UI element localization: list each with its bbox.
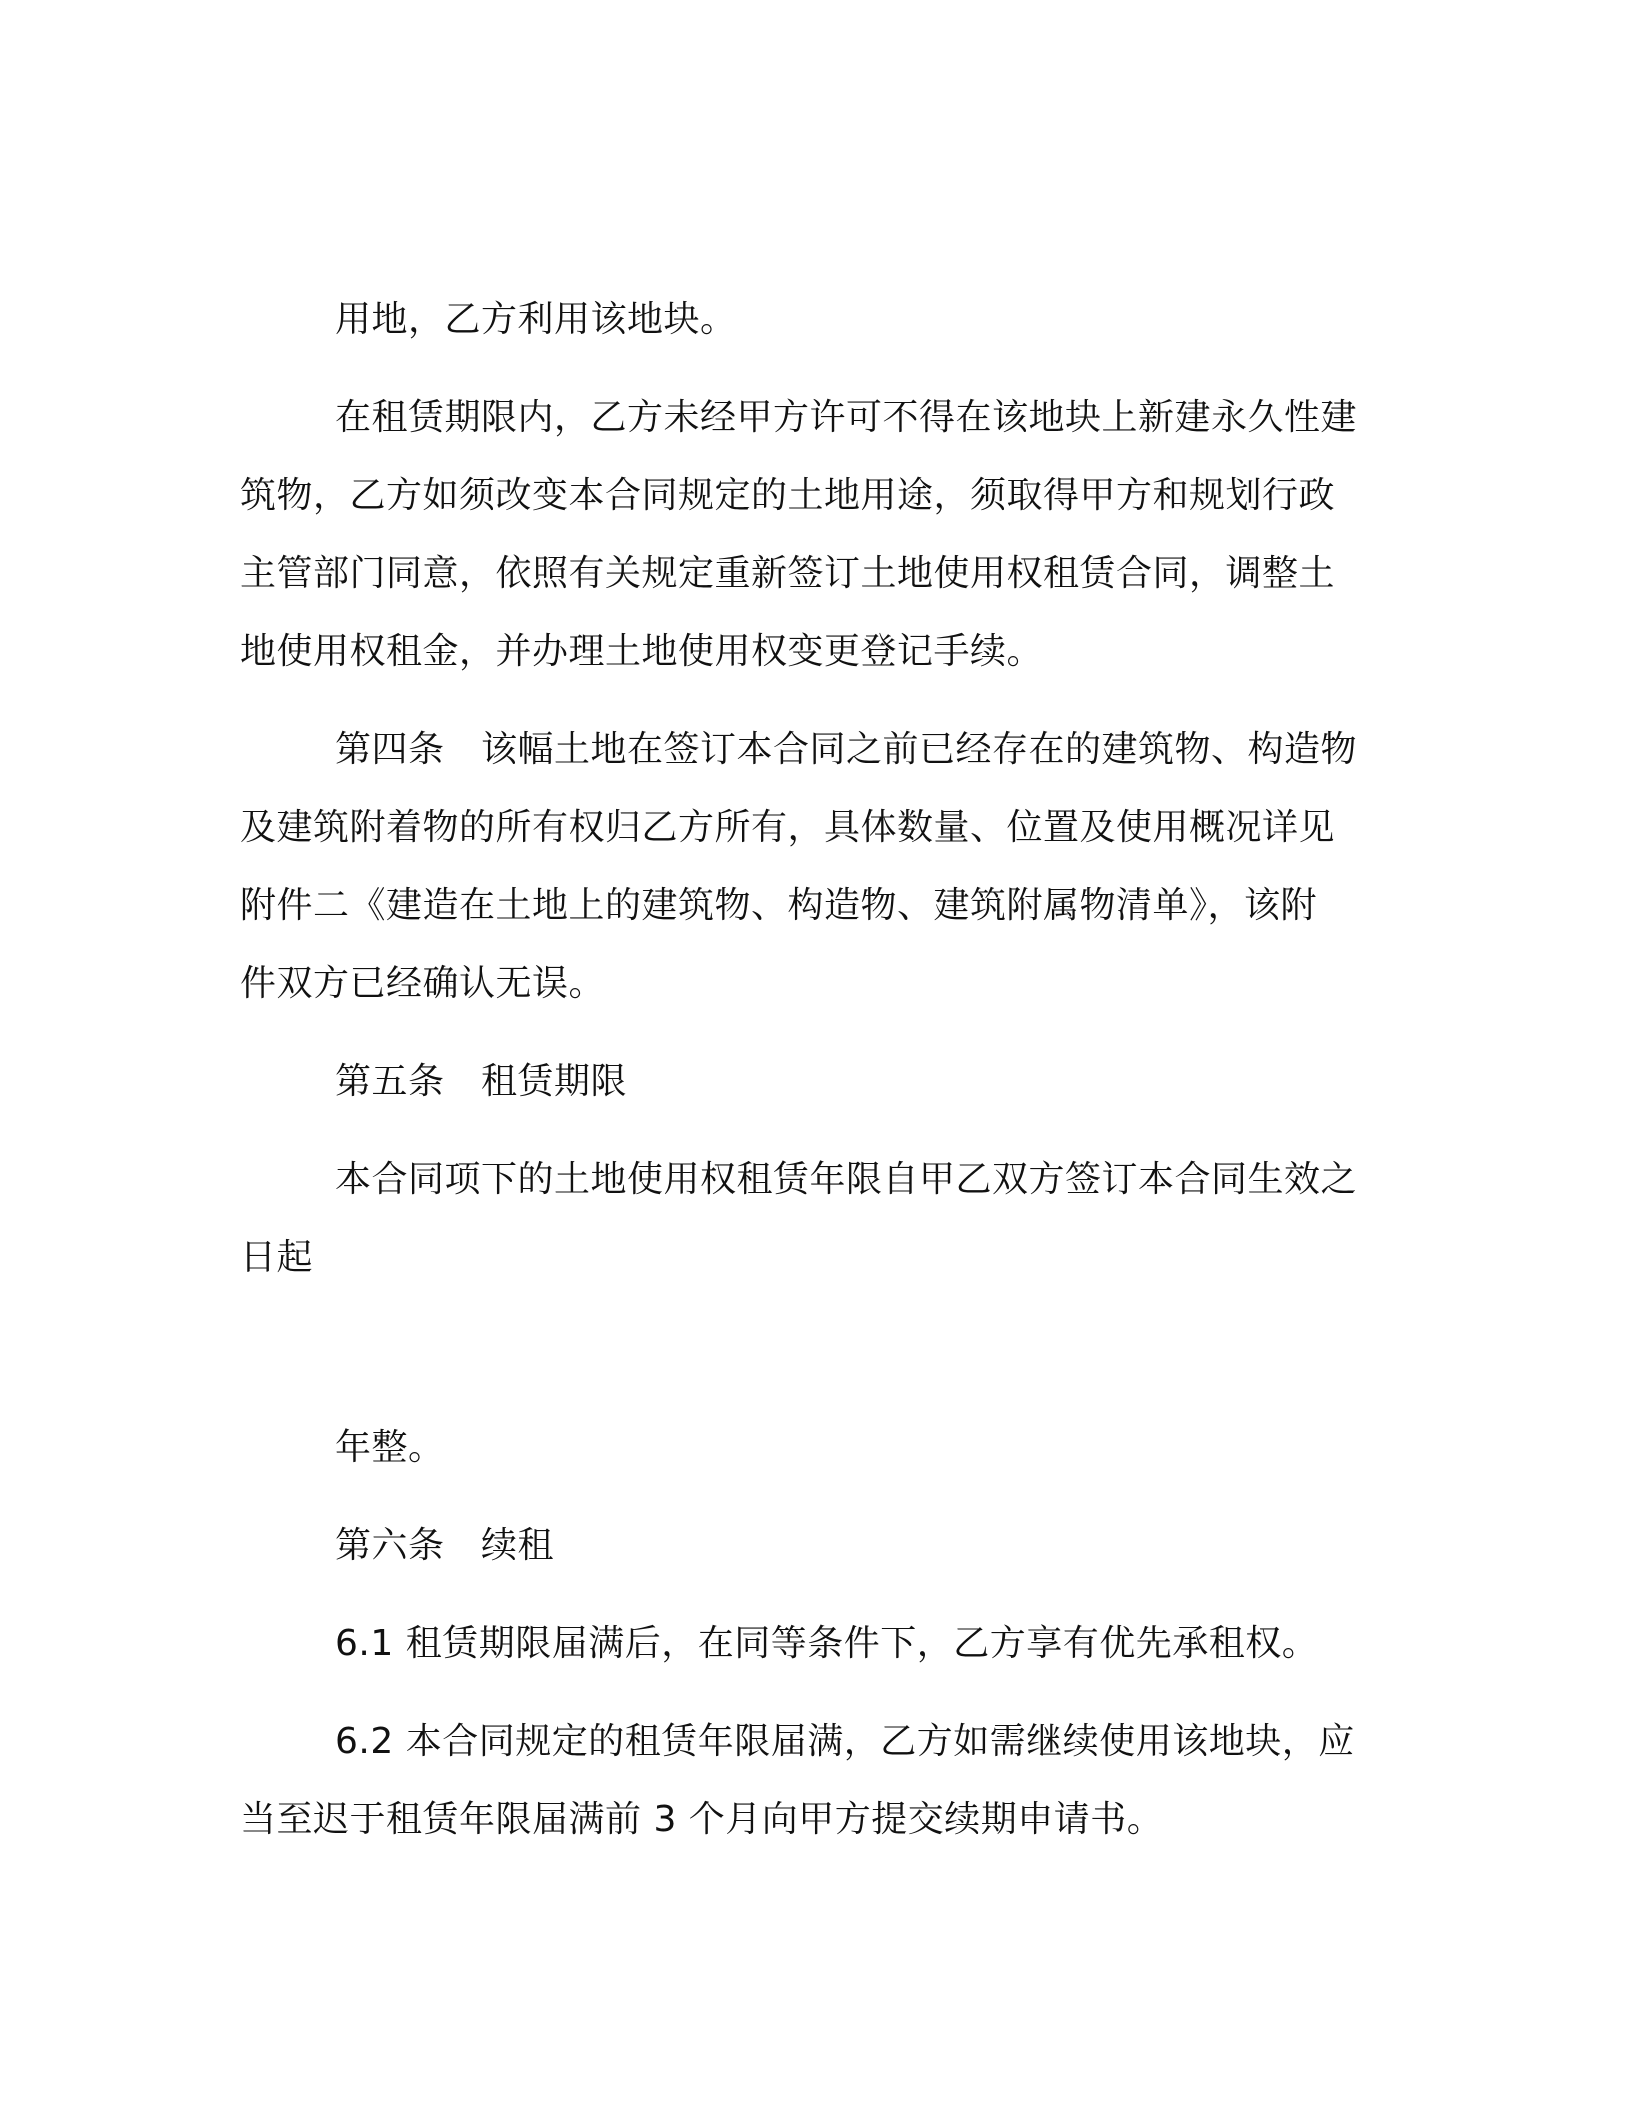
paragraph-line: 附件二《建造在土地上的建筑物、构造物、建筑附属物清单》，该附 [240, 885, 1318, 926]
clause-6-1: 6.1 租赁期限届满后，在同等条件下，乙方享有优先承租权。 [335, 1623, 1319, 1664]
paragraph-line: 本合同项下的土地使用权租赁年限自甲乙双方签订本合同生效之 [335, 1159, 1358, 1200]
paragraph-line: 年整。 [335, 1427, 445, 1468]
paragraph-line: 及建筑附着物的所有权归乙方所有，具体数量、位置及使用概况详见 [240, 807, 1336, 848]
paragraph-line: 在租赁期限内，乙方未经甲方许可不得在该地块上新建永久性建 [335, 397, 1358, 438]
paragraph-line: 日起 [240, 1237, 314, 1278]
paragraph-line: 地使用权租金，并办理土地使用权变更登记手续。 [240, 631, 1044, 672]
paragraph-line: 主管部门同意，依照有关规定重新签订土地使用权租赁合同，调整土 [240, 553, 1336, 594]
article-4-heading: 第四条 该幅土地在签订本合同之前已经存在的建筑物、构造物 [335, 729, 1358, 770]
paragraph-line: 筑物，乙方如须改变本合同规定的土地用途，须取得甲方和规划行政 [240, 475, 1336, 516]
paragraph-line: 件双方已经确认无误。 [240, 963, 606, 1004]
paragraph-line: 当至迟于租赁年限届满前 3 个月向甲方提交续期申请书。 [240, 1799, 1164, 1840]
paragraph-line: 用地，乙方利用该地块。 [335, 299, 737, 340]
clause-6-2: 6.2 本合同规定的租赁年限届满，乙方如需继续使用该地块，应 [335, 1721, 1355, 1762]
article-6-heading: 第六条 续租 [335, 1525, 555, 1566]
article-5-heading: 第五条 租赁期限 [335, 1061, 628, 1102]
